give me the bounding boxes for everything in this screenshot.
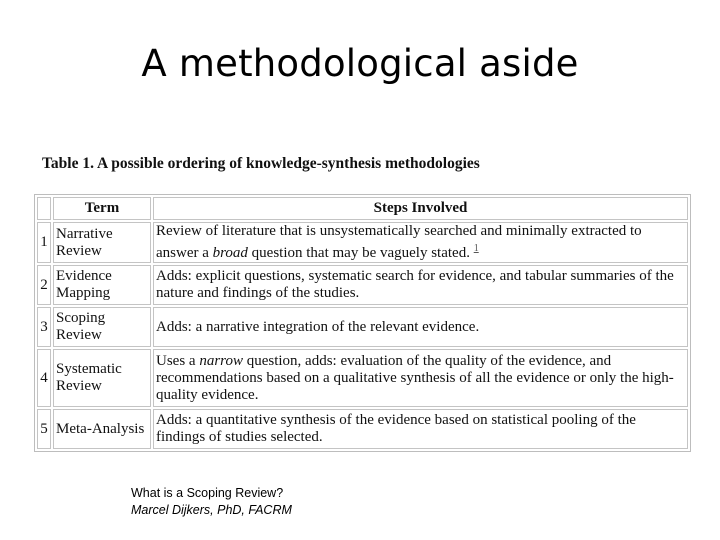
steps-text-cont: question that may be vaguely stated. [247, 245, 474, 261]
steps-text-cont: question, adds: evaluation of the quality of the evidence, and recommendations based on a qualitative synthesis of all the evidence or only the high-quality evidence. [156, 352, 674, 403]
table-header-row [37, 197, 688, 220]
table-row [37, 307, 688, 347]
table-row [37, 265, 688, 305]
table-caption: Table 1. A possible ordering of knowledge-synthesis methodologies [42, 155, 480, 172]
citation-title: What is a Scoping Review? [131, 486, 284, 500]
slide-title: A methodological aside [141, 42, 579, 85]
methodologies-table [34, 194, 691, 452]
row-steps [153, 222, 688, 263]
table-row [37, 409, 688, 449]
row-term: Evidence Mapping [53, 265, 151, 305]
steps-text: Review of literature that is unsystematically searched and minimally extracted to answer a [156, 223, 642, 261]
footnote-link[interactable]: 1 [473, 243, 479, 254]
row-term: Meta-Analysis [53, 409, 151, 449]
row-number: 3 [37, 307, 51, 347]
row-number: 1 [37, 222, 51, 263]
citation-author: Marcel Dijkers, PhD, FACRM [131, 503, 292, 517]
row-term: Systematic Review [53, 349, 151, 407]
header-num [37, 197, 51, 220]
steps-text: Adds: a quantitative synthesis of the evidence based on statistical pooling of the findings of studies selected. [156, 412, 636, 445]
row-steps [153, 409, 688, 449]
row-steps [153, 349, 688, 407]
table-row [37, 349, 688, 407]
steps-text: Adds: explicit questions, systematic search for evidence, and tabular summaries of the nature and findings of the studies. [156, 268, 674, 301]
steps-text: Uses a [156, 352, 200, 369]
row-number: 4 [37, 349, 51, 407]
row-term: Scoping Review [53, 307, 151, 347]
row-steps [153, 265, 688, 305]
steps-text: Adds: a narrative integration of the relevant evidence. [156, 318, 480, 335]
row-steps [153, 307, 688, 347]
steps-emphasis: broad [212, 245, 248, 261]
row-term: Narrative Review [53, 222, 151, 263]
table-row [37, 222, 688, 263]
row-number: 5 [37, 409, 51, 449]
source-citation [131, 485, 292, 519]
header-steps: Steps Involved [153, 197, 688, 220]
row-number: 2 [37, 265, 51, 305]
steps-emphasis: narrow [199, 352, 243, 369]
header-term: Term [53, 197, 151, 220]
